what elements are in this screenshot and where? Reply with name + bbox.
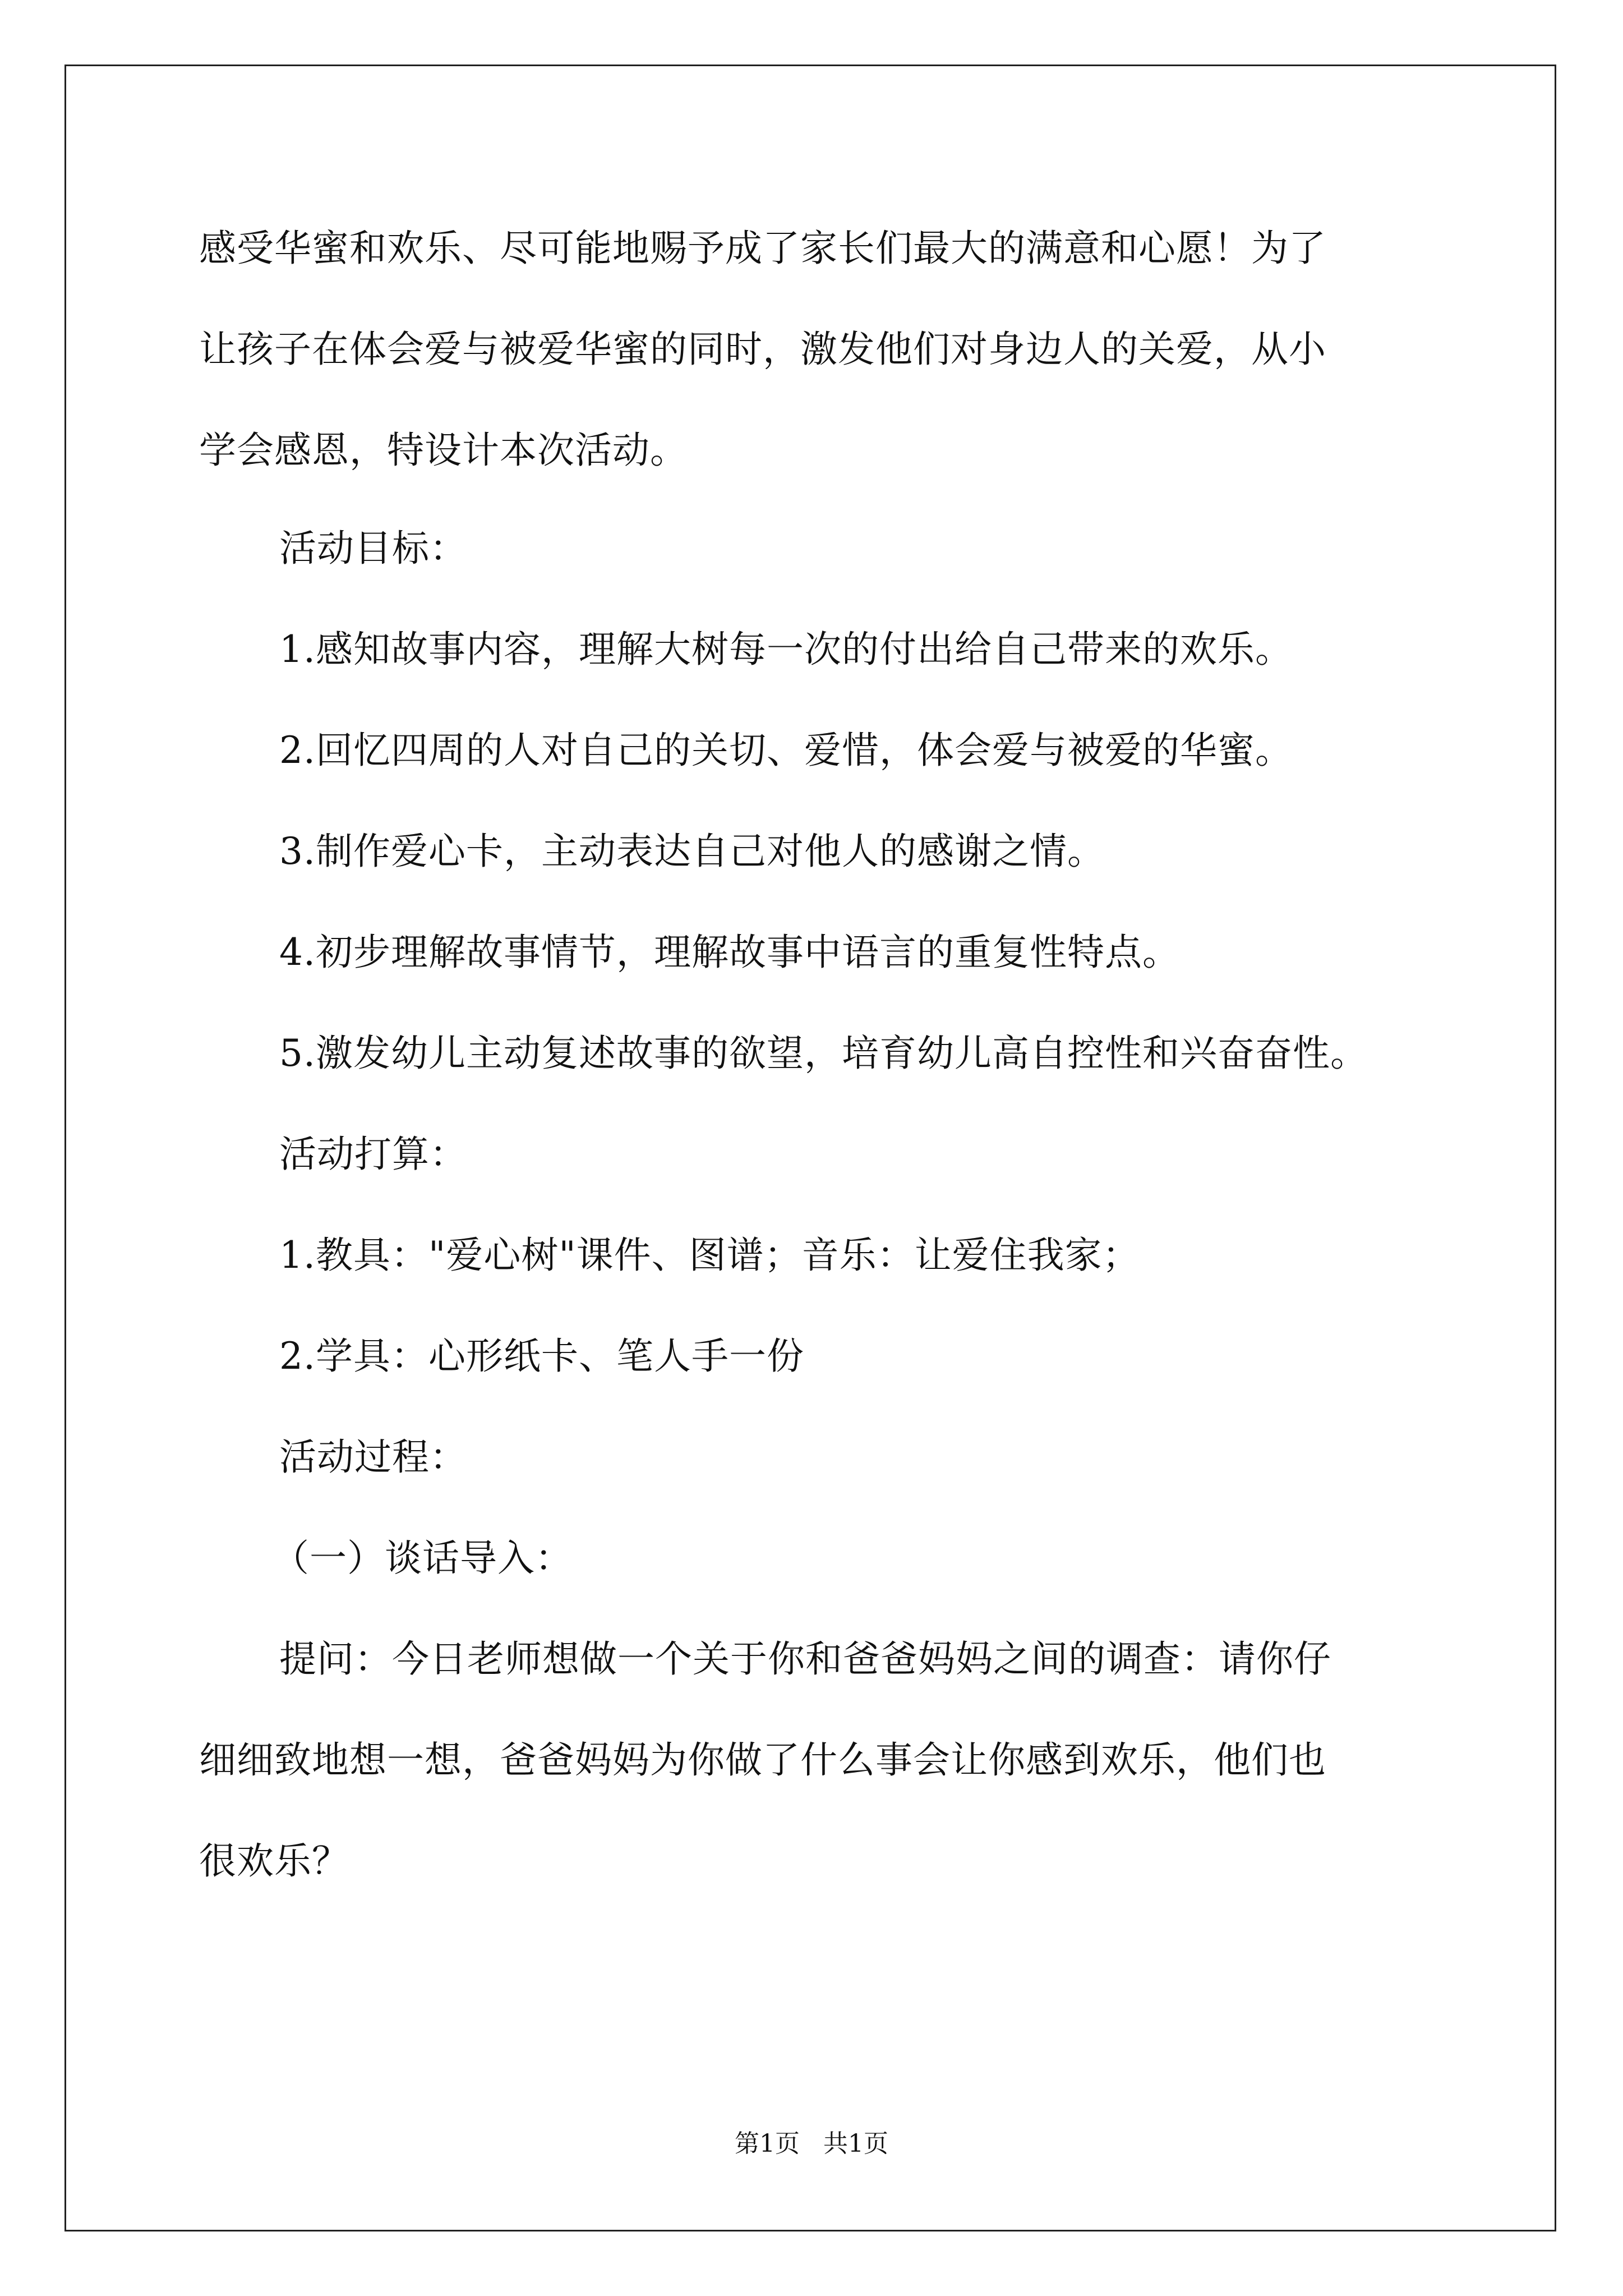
page-number-footer: 第1页 共1页 xyxy=(735,2129,888,2158)
list-item: 2.学具：心形纸卡、笔人手一份 xyxy=(279,1335,804,1378)
list-item: 1.感知故事内容，理解大树每一次的付出给自己带来的欢乐。 xyxy=(279,628,1293,671)
paragraph-line: 提问：今日老师想做一个关于你和爸爸妈妈之间的调查：请你仔 xyxy=(279,1637,1331,1681)
section-heading: 活动过程： xyxy=(279,1435,467,1479)
paragraph-line: 让孩子在体会爱与被爱华蜜的同时，激发他们对身边人的关爱，从小 xyxy=(199,328,1326,371)
paragraph-line: 很欢乐？ xyxy=(199,1839,349,1883)
list-item: 1.教具："爱心树"课件、图谱；音乐：让爱住我家； xyxy=(279,1234,1140,1277)
list-item: 3.制作爱心卡，主动表达自己对他人的感谢之情。 xyxy=(279,830,1105,873)
section-heading: 活动目标： xyxy=(279,527,467,570)
paragraph-line: 感受华蜜和欢乐、尽可能地赐予成了家长们最大的满意和心愿！为了 xyxy=(199,227,1326,270)
section-heading: 活动打算： xyxy=(279,1133,467,1176)
subsection-heading: （一）谈话导入： xyxy=(272,1536,573,1580)
paragraph-line: 细细致地想一想，爸爸妈妈为你做了什么事会让你感到欢乐，他们也 xyxy=(199,1738,1326,1782)
list-item: 4.初步理解故事情节，理解故事中语言的重复性特点。 xyxy=(279,931,1180,974)
list-item: 2.回忆四周的人对自己的关切、爱惜，体会爱与被爱的华蜜。 xyxy=(279,729,1293,772)
paragraph-line: 学会感恩，特设计本次活动。 xyxy=(199,429,688,472)
list-item: 5.激发幼儿主动复述故事的欲望，培育幼儿高自控性和兴奋奋性。 xyxy=(279,1032,1368,1075)
